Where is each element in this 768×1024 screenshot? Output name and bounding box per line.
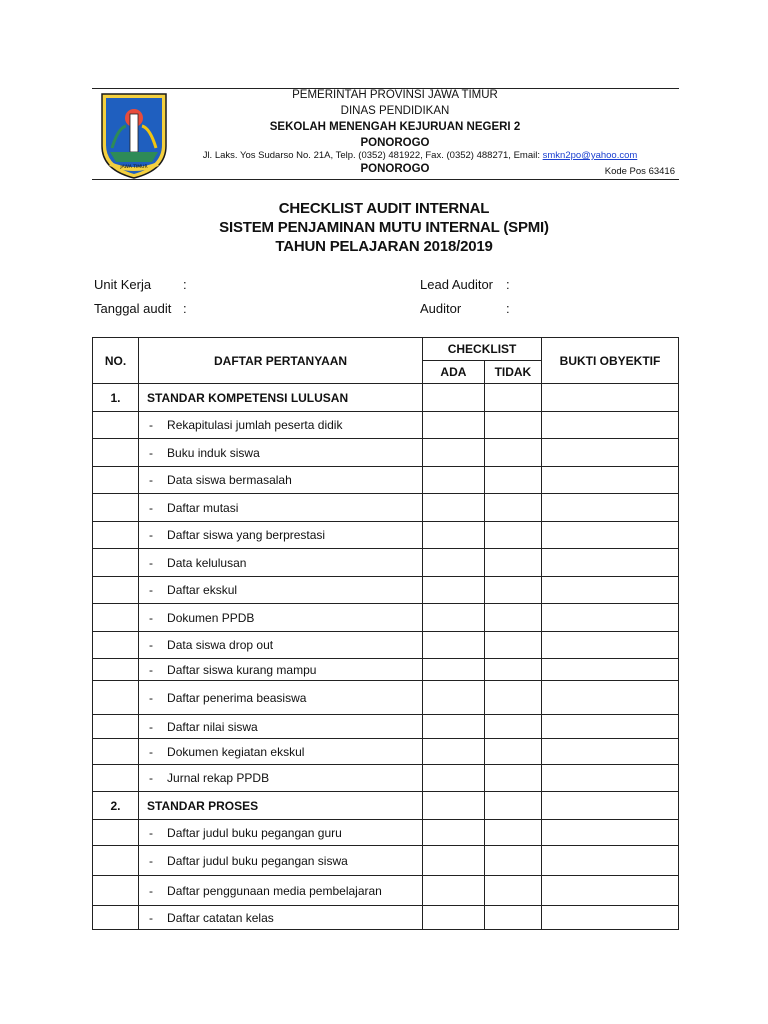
unit-kerja-colon: : [183, 277, 187, 292]
row-number-cell [93, 467, 139, 494]
question-cell [139, 467, 423, 494]
tidak-cell[interactable] [484, 522, 541, 549]
tidak-cell[interactable] [484, 439, 541, 467]
evidence-cell[interactable] [542, 739, 679, 765]
header-line-city: PONOROGO [360, 137, 430, 149]
bullet-dash: - [149, 638, 154, 652]
col-header-evidence: BUKTI OBYEKTIF [542, 338, 679, 384]
question-text: Dokumen PPDB [167, 610, 255, 625]
ada-cell[interactable] [423, 522, 485, 549]
row-number-cell [93, 577, 139, 604]
bullet-dash: - [149, 662, 154, 677]
tidak-cell[interactable] [484, 820, 541, 846]
question-cell [139, 439, 423, 467]
row-number-cell [93, 412, 139, 439]
checklist-row [93, 577, 679, 604]
row-number-cell [93, 604, 139, 632]
question-cell [139, 577, 423, 604]
ada-cell[interactable] [423, 467, 485, 494]
checklist-row [93, 439, 679, 467]
checklist-row [93, 549, 679, 577]
row-number-cell [93, 906, 139, 930]
bullet-dash: - [149, 500, 154, 515]
checklist-row [93, 820, 679, 846]
bullet-dash: - [149, 583, 154, 597]
checklist-row [93, 681, 679, 715]
evidence-cell[interactable] [542, 632, 679, 659]
doc-title-line1: CHECKLIST AUDIT INTERNAL [278, 200, 490, 217]
header-city-footer: PONOROGO [360, 163, 430, 175]
auditor-label: Auditor [420, 301, 462, 316]
audit-checklist-table [92, 337, 679, 930]
question-cell [139, 906, 423, 930]
tidak-cell[interactable] [484, 846, 541, 876]
col-header-tidak: TIDAK [484, 361, 541, 384]
evidence-cell[interactable] [542, 792, 679, 820]
row-number-cell [93, 494, 139, 522]
tidak-cell[interactable] [484, 384, 541, 412]
bullet-dash: - [149, 853, 154, 868]
question-cell [139, 604, 423, 632]
tanggal-audit-colon: : [183, 301, 187, 316]
question-cell [139, 494, 423, 522]
row-number-cell [93, 765, 139, 792]
row-number-cell [93, 876, 139, 906]
logo-lettering: JAWA TIMUR [120, 165, 148, 170]
checklist-row [93, 739, 679, 765]
bullet-dash: - [149, 910, 154, 925]
ada-cell[interactable] [423, 906, 485, 930]
question-cell [139, 412, 423, 439]
ada-cell[interactable] [423, 876, 485, 906]
bullet-dash: - [149, 690, 154, 705]
question-text: Data siswa drop out [167, 638, 274, 652]
question-text: Buku induk siswa [167, 445, 260, 460]
tidak-cell[interactable] [484, 494, 541, 522]
checklist-row [93, 906, 679, 930]
col-header-question: DAFTAR PERTANYAAN [139, 338, 423, 384]
question-cell [139, 846, 423, 876]
ada-cell[interactable] [423, 820, 485, 846]
evidence-cell[interactable] [542, 522, 679, 549]
auditor-colon: : [506, 301, 510, 316]
header-line-school: SEKOLAH MENENGAH KEJURUAN NEGERI 2 [269, 121, 521, 133]
ada-cell[interactable] [423, 681, 485, 715]
evidence-cell[interactable] [542, 906, 679, 930]
doc-title-line2: SISTEM PENJAMINAN MUTU INTERNAL (SPMI) [219, 219, 549, 236]
question-text: Daftar penerima beasiswa [167, 690, 307, 705]
evidence-cell[interactable] [542, 384, 679, 412]
row-number-cell [93, 659, 139, 681]
question-text: Daftar judul buku pegangan guru [167, 825, 342, 840]
question-text: Data siswa bermasalah [167, 473, 292, 487]
question-cell [139, 632, 423, 659]
evidence-cell[interactable] [542, 681, 679, 715]
checklist-row [93, 467, 679, 494]
ada-cell[interactable] [423, 792, 485, 820]
ada-cell[interactable] [423, 604, 485, 632]
ada-cell[interactable] [423, 659, 485, 681]
bullet-dash: - [149, 528, 154, 542]
section-number: 1. [93, 384, 139, 412]
question-cell [139, 820, 423, 846]
ada-cell[interactable] [423, 412, 485, 439]
evidence-cell[interactable] [542, 412, 679, 439]
evidence-cell[interactable] [542, 494, 679, 522]
section-title: STANDAR KOMPETENSI LULUSAN [139, 384, 423, 412]
bullet-dash: - [149, 445, 154, 460]
header-line-province: PEMERINTAH PROVINSI JAWA TIMUR [292, 89, 498, 101]
checklist-row [93, 715, 679, 739]
evidence-cell[interactable] [542, 659, 679, 681]
ada-cell[interactable] [423, 384, 485, 412]
question-text: Jurnal rekap PPDB [167, 771, 270, 785]
question-text: Data kelulusan [167, 555, 247, 570]
lead-auditor-colon: : [506, 277, 510, 292]
bullet-dash: - [149, 883, 154, 898]
section-row [93, 792, 679, 820]
bullet-dash: - [149, 473, 154, 487]
header-bottom-rule [92, 179, 679, 180]
checklist-row [93, 765, 679, 792]
question-cell [139, 715, 423, 739]
question-text: Daftar nilai siswa [167, 719, 258, 734]
ada-cell[interactable] [423, 765, 485, 792]
row-number-cell [93, 846, 139, 876]
evidence-cell[interactable] [542, 577, 679, 604]
checklist-row [93, 876, 679, 906]
evidence-cell[interactable] [542, 765, 679, 792]
evidence-cell[interactable] [542, 820, 679, 846]
section-title: STANDAR PROSES [139, 792, 423, 820]
question-text: Daftar siswa kurang mampu [167, 662, 317, 677]
bullet-dash: - [149, 555, 154, 570]
evidence-cell[interactable] [542, 439, 679, 467]
section-number: 2. [93, 792, 139, 820]
checklist-row [93, 604, 679, 632]
province-logo [96, 88, 172, 180]
bullet-dash: - [149, 771, 154, 785]
checklist-row [93, 659, 679, 681]
tidak-cell[interactable] [484, 765, 541, 792]
evidence-cell[interactable] [542, 876, 679, 906]
question-text: Daftar ekskul [167, 583, 238, 597]
checklist-row [93, 632, 679, 659]
ada-cell[interactable] [423, 739, 485, 765]
evidence-cell[interactable] [542, 467, 679, 494]
tidak-cell[interactable] [484, 681, 541, 715]
question-cell [139, 681, 423, 715]
row-number-cell [93, 739, 139, 765]
col-header-checklist: CHECKLIST [423, 338, 542, 361]
checklist-row [93, 846, 679, 876]
ada-cell[interactable] [423, 549, 485, 577]
tidak-cell[interactable] [484, 577, 541, 604]
row-number-cell [93, 439, 139, 467]
ada-cell[interactable] [423, 577, 485, 604]
question-text: Daftar mutasi [167, 500, 239, 515]
bullet-dash: - [149, 418, 154, 432]
row-number-cell [93, 522, 139, 549]
question-cell [139, 549, 423, 577]
checklist-row [93, 522, 679, 549]
header-postal-code: Kode Pos 63416 [604, 166, 675, 177]
question-text: Daftar penggunaan media pembelajaran [167, 883, 382, 898]
question-text: Dokumen kegiatan ekskul [167, 744, 305, 759]
question-cell [139, 739, 423, 765]
evidence-cell[interactable] [542, 846, 679, 876]
evidence-cell[interactable] [542, 604, 679, 632]
question-cell [139, 659, 423, 681]
ada-cell[interactable] [423, 846, 485, 876]
ada-cell[interactable] [423, 715, 485, 739]
bullet-dash: - [149, 825, 154, 840]
tidak-cell[interactable] [484, 739, 541, 765]
ada-cell[interactable] [423, 494, 485, 522]
email-link[interactable]: smkn2po@yahoo.com [542, 150, 638, 161]
address-text: Jl. Laks. Yos Sudarso No. 21A, Telp. (0352) 481922, Fax. (0352) 488271, Email: [202, 150, 540, 161]
question-text: Daftar catatan kelas [167, 910, 274, 925]
tidak-cell[interactable] [484, 412, 541, 439]
header-address [180, 150, 660, 161]
header-line-department: DINAS PENDIDIKAN [340, 105, 450, 117]
tidak-cell[interactable] [484, 906, 541, 930]
question-cell [139, 522, 423, 549]
tidak-cell[interactable] [484, 467, 541, 494]
bullet-dash: - [149, 610, 154, 625]
tidak-cell[interactable] [484, 632, 541, 659]
tidak-cell[interactable] [484, 876, 541, 906]
section-row [93, 384, 679, 412]
tidak-cell[interactable] [484, 604, 541, 632]
tanggal-audit-label: Tanggal audit [94, 301, 172, 316]
ada-cell[interactable] [423, 632, 485, 659]
tidak-cell[interactable] [484, 792, 541, 820]
question-text: Daftar siswa yang berprestasi [167, 528, 326, 542]
tidak-cell[interactable] [484, 715, 541, 739]
ada-cell[interactable] [423, 439, 485, 467]
doc-title-line3: TAHUN PELAJARAN 2018/2019 [275, 238, 493, 255]
row-number-cell [93, 681, 139, 715]
unit-kerja-label: Unit Kerja [94, 277, 152, 292]
bullet-dash: - [149, 719, 154, 734]
tidak-cell[interactable] [484, 549, 541, 577]
tidak-cell[interactable] [484, 659, 541, 681]
checklist-row [93, 412, 679, 439]
row-number-cell [93, 549, 139, 577]
question-text: Daftar judul buku pegangan siswa [167, 853, 348, 868]
col-header-ada: ADA [423, 361, 485, 384]
question-text: Rekapitulasi jumlah peserta didik [167, 418, 343, 432]
checklist-row [93, 494, 679, 522]
evidence-cell[interactable] [542, 715, 679, 739]
question-cell [139, 765, 423, 792]
bullet-dash: - [149, 744, 154, 759]
row-number-cell [93, 715, 139, 739]
audit-table-body [93, 384, 679, 930]
lead-auditor-label: Lead Auditor [420, 277, 494, 292]
evidence-cell[interactable] [542, 549, 679, 577]
row-number-cell [93, 632, 139, 659]
col-header-no: NO. [93, 338, 139, 384]
question-cell [139, 876, 423, 906]
row-number-cell [93, 820, 139, 846]
